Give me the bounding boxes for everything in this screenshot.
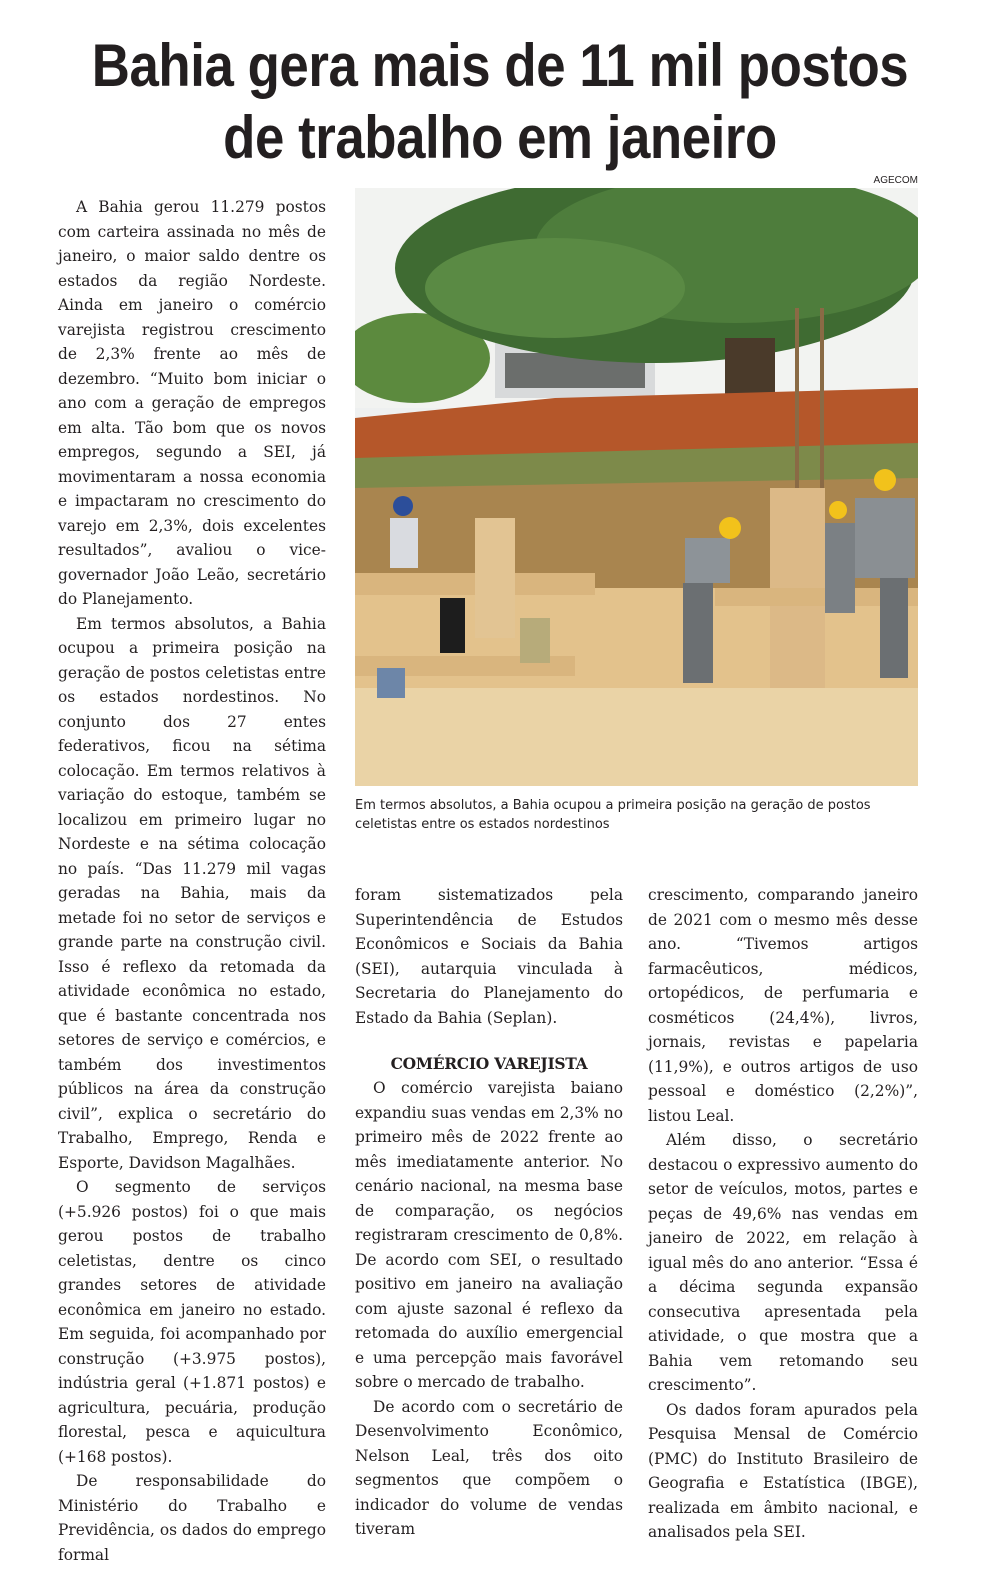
- paragraph-continued: foram sistematizados pela Superintendência de Estudos Econômicos e Sociais da Bahia (SEI), autarquia vinculada à Secretaria do Planejamento do Estado da Bahia (Seplan).: [355, 886, 623, 1027]
- article-photo: [355, 188, 918, 786]
- headline-line-2: de trabalho em janeiro: [223, 104, 777, 171]
- article-column-1: [58, 195, 326, 1567]
- headline: [60, 30, 940, 174]
- photo-caption: Em termos absolutos, a Bahia ocupou a primeira posição na geração de postos celetistas entre os estados nordestinos: [355, 798, 871, 832]
- paragraph: O segmento de serviços (+5.926 postos) foi o que mais gerou postos de trabalho celetistas, dentre os cinco grandes setores de atividade econômica em janeiro no estado. Em seguida, foi acompanhado por construção (+3.975 postos), indústria geral (+1.871 postos) e agricultura, pecuária, produção florestal, pesca e aquicultura (+168 postos).: [58, 1178, 326, 1466]
- paragraph: Em termos absolutos, a Bahia ocupou a primeira posição na geração de postos celetistas entre os estados nordestinos. No conjunto dos 27 entes federativos, ficou na sétima colocação. Em termos relativos à variação do estoque, também se localizou em primeiro lugar no Nordeste e na sétima colocação no país. “Das 11.279 mil vagas geradas na Bahia, mais da metade foi no setor de serviços e grande parte na construção civil. Isso é reflexo da retomada da atividade econômica no estado, que é bastante concentrada nos setores de serviço e comércios, e também dos investimentos públicos na área da construção civil”, explica o secretário do Trabalho, Emprego, Renda e Esporte, Davidson Magalhães.: [58, 614, 326, 1172]
- construction-site-image: [355, 188, 918, 786]
- paragraph: O comércio varejista baiano expandiu suas vendas em 2,3% no primeiro mês de 2022 frente ao mês imediatamente anterior. No cenário nacional, na mesma base de comparação, os negócios registraram crescimento de 0,8%. De acordo com SEI, o resultado positivo em janeiro na avaliação com ajuste sazonal é reflexo da retomada do auxílio emergencial e uma percepção mais favorável sobre o mercado de trabalho.: [355, 1079, 623, 1391]
- headline-line-1: Bahia gera mais de 11 mil postos: [91, 32, 909, 99]
- article-column-3: [648, 883, 918, 1545]
- paragraph-continued: crescimento, comparando janeiro de 2021 com o mesmo mês desse ano. “Tivemos artigos farmacêuticos, médicos, ortopédicos, de perfumaria e cosméticos (24,4%), livros, jornais, revistas e papelaria (11,9%), e outros artigos de uso pessoal e doméstico (2,2%)”, listou Leal.: [648, 886, 918, 1125]
- article-column-2: [355, 883, 623, 1542]
- section-subheading: COMÉRCIO VAREJISTA: [390, 1054, 588, 1073]
- paragraph: Além disso, o secretário destacou o expressivo aumento do setor de veículos, motos, partes e peças de 49,6% nas vendas em janeiro de 2022, em relação à igual mês do ano anterior. “Essa é a décima segunda expansão consecutiva apresentada pela atividade, o que mostra que a Bahia vem retomando seu crescimento”.: [648, 1131, 918, 1394]
- paragraph: De responsabilidade do Ministério do Trabalho e Previdência, os dados do emprego formal: [58, 1472, 326, 1564]
- paragraph: De acordo com o secretário de Desenvolvimento Econômico, Nelson Leal, três dos oito segmentos que compõem o indicador do volume de vendas tiveram: [355, 1397, 623, 1538]
- photo-credit: AGECOM: [873, 175, 918, 186]
- paragraph: A Bahia gerou 11.279 postos com carteira assinada no mês de janeiro, o maior saldo dentre os estados da região Nordeste. Ainda em janeiro o comércio varejista registrou crescimento de 2,3% frente ao mês de dezembro. “Muito bom iniciar o ano com a geração de empregos em alta. Tão bom que os novos empregos, segundo a SEI, já movimentaram a nossa economia e impactaram no crescimento do varejo em 2,3%, dois excelentes resultados”, avaliou o vice-governador João Leão, secretário do Planejamento.: [58, 198, 326, 608]
- paragraph: Os dados foram apurados pela Pesquisa Mensal de Comércio (PMC) do Instituto Brasileiro de Geografia e Estatística (IBGE), realizada em âmbito nacional, e analisados pela SEI.: [648, 1400, 918, 1541]
